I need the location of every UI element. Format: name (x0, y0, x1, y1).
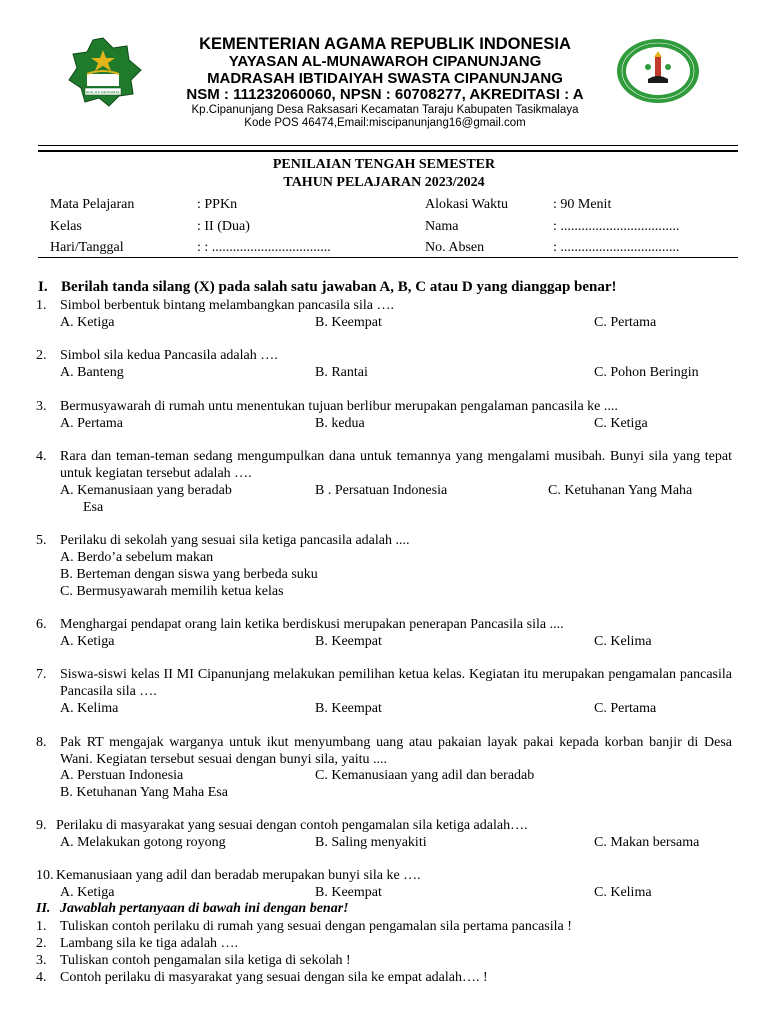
option-a[interactable]: A. Kemanusiaan yang beradab (60, 483, 232, 498)
question-text: Menghargai pendapat orang lain ketika berdiskusi merupakan penerapan Pancasila sila .... (60, 617, 564, 632)
ministry-name: KEMENTERIAN AGAMA REPUBLIK INDONESIA (199, 35, 571, 53)
option-a[interactable]: A. Ketiga (60, 315, 115, 330)
option-c[interactable]: C. Ketuhanan Yang Maha (548, 483, 693, 498)
option-c[interactable]: C. Makan bersama (594, 835, 700, 850)
option-a[interactable]: A. Perstuan Indonesia (60, 768, 184, 783)
option-b[interactable]: B. Keempat (315, 634, 382, 649)
question-text: Siswa-siswi kelas II MI Cipanunjang melakukan pemilihan ketua kelas. Kegiatan itu merupakan pengamalan pancasila Pancasila sila …. (60, 667, 732, 699)
exam-year: TAHUN PELAJARAN 2023/2024 (283, 175, 485, 190)
option-a[interactable]: A. Banteng (60, 365, 124, 380)
header-divider-thin (38, 145, 738, 146)
question-number: 4. (36, 449, 47, 464)
subject-label: Mata Pelajaran (50, 197, 135, 212)
section1-number: I. (38, 279, 48, 295)
subject-value: : PPKn (197, 197, 238, 212)
option-a[interactable]: A. Ketiga (60, 885, 115, 900)
question-number: 2. (36, 348, 47, 363)
option-c[interactable]: C. Kelima (594, 634, 652, 649)
school-name: MADRASAH IBTIDAIYAH SWASTA CIPANUNJANG (207, 70, 563, 87)
time-value: : 90 Menit (553, 197, 612, 212)
question-text: Perilaku di sekolah yang sesuai sila ketiga pancasila adalah .... (60, 533, 410, 548)
essay-question: Lambang sila ke tiga adalah …. (60, 936, 239, 951)
day-field[interactable]: : : .................................. (197, 240, 331, 255)
essay-question: Tuliskan contoh perilaku di rumah yang sesuai dengan pengamalan sila pertama pancasila ! (60, 919, 572, 934)
option-c[interactable]: C. Kelima (594, 885, 652, 900)
class-label: Kelas (50, 219, 82, 234)
option-c[interactable]: C. Kemanusiaan yang adil dan beradab (315, 768, 535, 783)
option-b[interactable]: B. Keempat (315, 885, 382, 900)
essay-number: 3. (36, 953, 47, 968)
option-a[interactable]: A. Ketiga (60, 634, 115, 649)
class-value: : II (Dua) (197, 219, 250, 234)
option-b[interactable]: B. Berteman dengan siswa yang berbeda suku (60, 567, 318, 582)
option-c[interactable]: C. Pohon Beringin (594, 365, 699, 380)
school-logo (614, 37, 702, 105)
question-number: 6. (36, 617, 47, 632)
exam-title: PENILAIAN TENGAH SEMESTER (272, 157, 496, 172)
question-number: 5. (36, 533, 47, 548)
question-text: Rara dan teman-teman sedang mengumpulkan dana untuk temannya yang mengalami musibah. Bunyi sila yang tepat untuk kegiatan tersebut adalah …. (60, 449, 732, 481)
option-c[interactable]: C. Bermusyawarah memilih ketua kelas (60, 584, 284, 599)
info-divider (38, 257, 738, 258)
question-text: Simbol sila kedua Pancasila adalah …. (60, 348, 278, 363)
header-divider-thick (38, 150, 738, 152)
essay-number: 2. (36, 936, 47, 951)
option-b[interactable]: B. kedua (315, 416, 365, 431)
school-ids: NSM : 111232060060, NPSN : 60708277, AKREDITASI : A (186, 86, 584, 103)
question-text: Perilaku di masyarakat yang sesuai dengan contoh pengamalan sila ketiga adalah…. (56, 818, 528, 833)
option-b[interactable]: B. Rantai (315, 365, 368, 380)
question-text: Kemanusiaan yang adil dan beradab merupakan bunyi sila ke …. (56, 868, 421, 883)
question-number: 1. (36, 298, 47, 313)
question-number: 8. (36, 735, 47, 750)
time-label: Alokasi Waktu (425, 197, 508, 212)
option-b[interactable]: B . Persatuan Indonesia (315, 483, 448, 498)
question-text: Bermusyawarah di rumah untu menentukan tujuan berlibur merupakan pengalaman pancasila ke .... (60, 399, 618, 414)
option-a[interactable]: A. Melakukan gotong royong (60, 835, 226, 850)
option-b[interactable]: B. Keempat (315, 701, 382, 716)
kemenag-logo (63, 36, 143, 108)
section2-number: II. (36, 901, 51, 916)
essay-number: 4. (36, 970, 47, 985)
essay-question: Contoh perilaku di masyarakat yang sesuai dengan sila ke empat adalah…. ! (60, 970, 488, 985)
option-a[interactable]: A. Kelima (60, 701, 119, 716)
question-text: Simbol berbentuk bintang melambangkan pancasila sila …. (60, 298, 394, 313)
essay-question: Tuliskan contoh pengamalan sila ketiga di sekolah ! (60, 953, 351, 968)
option-c[interactable]: C. Pertama (594, 315, 657, 330)
name-field[interactable]: : .................................. (553, 219, 680, 234)
school-address: Kp.Cipanunjang Desa Raksasari Kecamatan Taraju Kabupaten Tasikmalaya (191, 104, 579, 116)
option-b[interactable]: B. Saling menyakiti (315, 835, 427, 850)
question-number: 10. (36, 868, 54, 883)
question-number: 7. (36, 667, 47, 682)
absen-label: No. Absen (425, 240, 485, 255)
absen-field[interactable]: : .................................. (553, 240, 680, 255)
option-b[interactable]: B. Ketuhanan Yang Maha Esa (60, 785, 228, 800)
school-contact: Kode POS 46474,Email:miscipanunjang16@gmail.com (244, 117, 526, 129)
question-number: 9. (36, 818, 47, 833)
logo-motto: IKHLAS BERAMAL (85, 89, 121, 95)
option-c[interactable]: C. Pertama (594, 701, 657, 716)
section2-instruction: Jawablah pertanyaan di bawah ini dengan benar! (60, 901, 349, 916)
option-c[interactable]: C. Ketiga (594, 416, 648, 431)
question-text: Pak RT mengajak warganya untuk ikut menyumbang uang atau pakaian layak pakai kepada korban banjir di Desa Wani. Kegiatan tersebut sesuai dengan bunyi sila, yaitu .... (60, 735, 732, 767)
option-a-continued: Esa (83, 500, 104, 515)
option-a[interactable]: A. Pertama (60, 416, 123, 431)
option-b[interactable]: B. Keempat (315, 315, 382, 330)
question-number: 3. (36, 399, 47, 414)
name-label: Nama (425, 219, 459, 234)
essay-number: 1. (36, 919, 47, 934)
option-a[interactable]: A. Berdo’a sebelum makan (60, 550, 214, 565)
foundation-name: YAYASAN AL-MUNAWAROH CIPANUNJANG (228, 53, 542, 70)
section1-instruction: Berilah tanda silang (X) pada salah satu jawaban A, B, C atau D yang dianggap benar! (61, 279, 617, 295)
day-label: Hari/Tanggal (50, 240, 124, 255)
